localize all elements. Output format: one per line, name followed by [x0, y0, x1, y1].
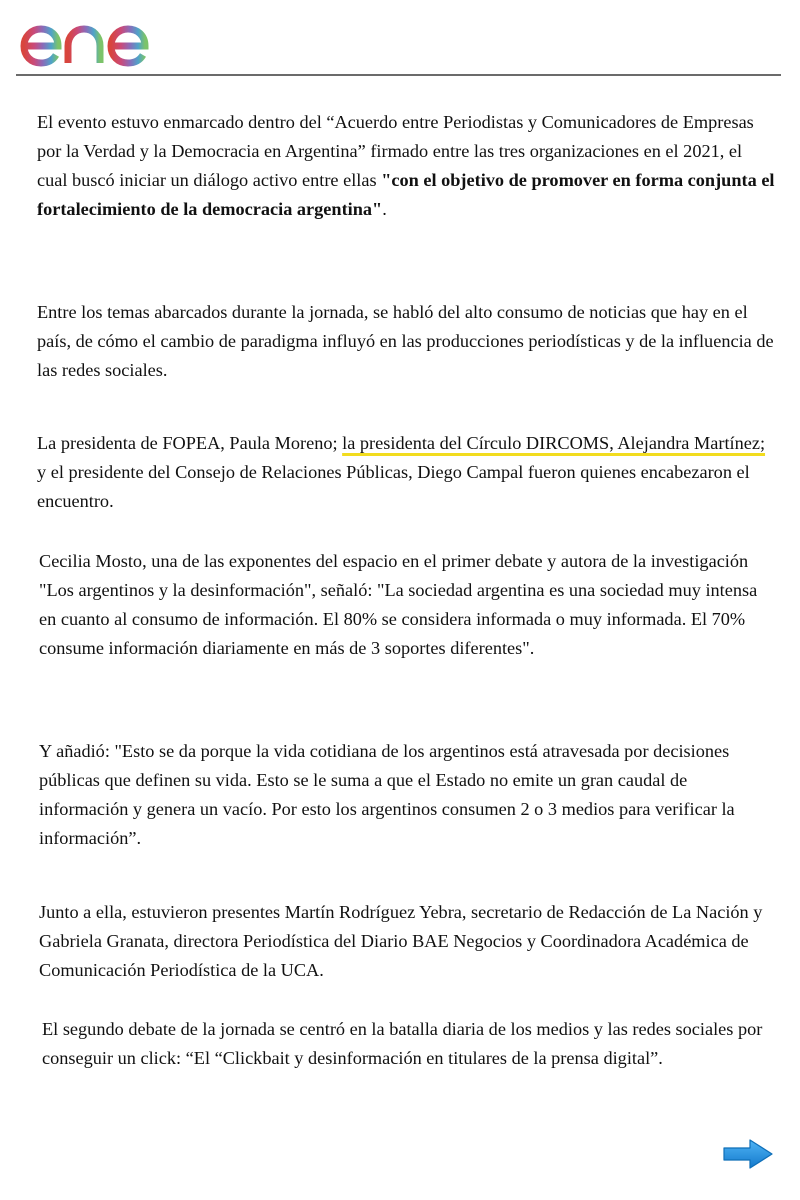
paragraph-panelists: Junto a ella, estuvieron presentes Martín Rodríguez Yebra, secretario de Redacción de La Nación y Gabriela Granata, directora Periodística del Diario BAE Negocios y Coordinadora Académica de Comunicación Periodística de la UCA.	[39, 902, 763, 980]
paragraph-mosto-quote: Cecilia Mosto, una de las exponentes del espacio en el primer debate y autora de la investigación "Los argentinos y la desinformación", señaló: "La sociedad argentina es una sociedad muy intensa en cuanto al consumo de información. El 80% se considera informada o muy informada. El 70% consume información diariamente en más de 3 soportes diferentes".	[39, 551, 758, 658]
highlighted-text: la presidenta del Círculo DIRCOMS, Alejandra Martínez;	[342, 433, 766, 453]
paragraph-hosts-after: y el presidente del Consejo de Relaciones Públicas, Diego Campal fueron quienes encabezaron el encuentro.	[37, 462, 750, 511]
enel-logo	[18, 8, 174, 68]
right-arrow-icon[interactable]	[722, 1137, 774, 1171]
paragraph-mosto-addition: Y añadió: "Esto se da porque la vida cotidiana de los argentinos está atravesada por decisiones públicas que definen su vida. Esto se le suma a que el Estado no emite un gran caudal de información y genera un vacío. Por esto los argentinos consumen 2 o 3 medios para verificar la información”.	[39, 741, 735, 848]
paragraph-agreement-bold-quote: "con el objetivo de promover en forma conjunta el fortalecimiento de la democracia argentina"	[37, 170, 775, 219]
page-header	[16, 8, 781, 76]
paragraph-second-debate: El segundo debate de la jornada se centró en la batalla diaria de los medios y las redes sociales por conseguir un click: “El “Clickbait y desinformación en titulares de la prensa digital”.	[42, 1019, 763, 1068]
paragraph-agreement-text: El evento estuvo enmarcado dentro del “Acuerdo entre Periodistas y Comunicadores de Empresas por la Verdad y la Democracia en Argentina” firmado entre las tres organizaciones en el 2021, el cual buscó iniciar un diálogo activo entre ellas	[37, 112, 754, 190]
paragraph-hosts-before: La presidenta de FOPEA, Paula Moreno;	[37, 433, 343, 453]
paragraph-hosts	[37, 429, 777, 516]
paragraph-topics: Entre los temas abarcados durante la jornada, se habló del alto consumo de noticias que hay en el país, de cómo el cambio de paradigma influyó en las producciones periodísticas y de la influencia de las redes sociales.	[37, 302, 774, 380]
paragraph-agreement	[37, 108, 777, 224]
paragraph-agreement-end: .	[382, 199, 387, 219]
